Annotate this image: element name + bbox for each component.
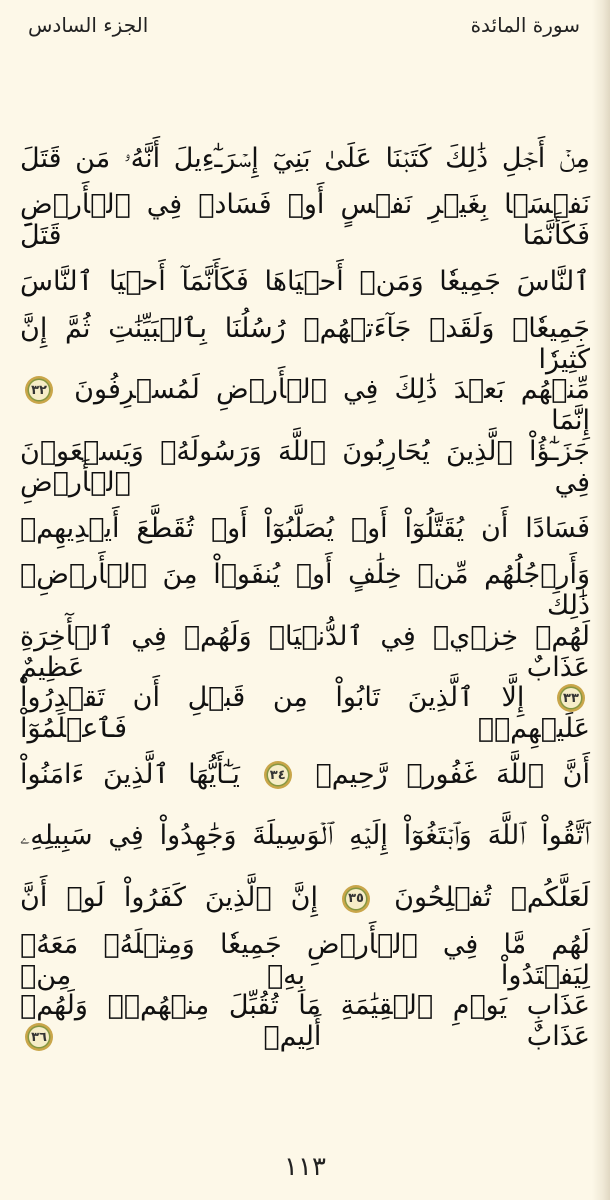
verse-text: لَهُم مَّا فِي ٱلۡأَرۡضِ جَمِيعٗا وَمِثۡلَهُۥ مَعَهُۥ لِيَفۡتَدُواْ بِهِۦ مِنۡ bbox=[20, 928, 590, 991]
ayah-number: ٣٢ bbox=[31, 382, 47, 398]
quran-line-text bbox=[20, 759, 590, 791]
verse-text: عَذَابِ يَوۡمِ ٱلۡقِيَٰمَةِ مَا تُقُبِّلَ مِنۡهُمۡۖ وَلَهُمۡ عَذَابٌ أَلِيمٞ bbox=[20, 989, 590, 1052]
quran-line-text bbox=[20, 682, 590, 745]
verse-text: وَأَرۡجُلُهُم مِّنۡ خِلَٰفٍ أَوۡ يُنفَوۡاْ مِنَ ٱلۡأَرۡضِۚ ذَٰلِكَ bbox=[20, 558, 590, 621]
juz-title: الجزء السادس bbox=[28, 13, 149, 37]
ayah-number: ٣٥ bbox=[348, 891, 364, 907]
verse-text: مِّنۡهُم بَعۡدَ ذَٰلِكَ فِي ٱلۡأَرۡضِ لَمُسۡرِفُونَ bbox=[74, 373, 590, 405]
quran-line bbox=[20, 929, 590, 991]
ayah-number: ٣٤ bbox=[269, 767, 286, 783]
verse-text: ٱتَّقُواْ ٱللَّهَ وَٱبۡتَغُوٓاْ إِلَيۡهِ ٱلۡوَسِيلَةَ وَجَٰهِدُواْ فِي سَبِيلِهِۦ bbox=[20, 820, 590, 852]
surah-title: سورة المائدة bbox=[470, 13, 580, 37]
quran-line bbox=[20, 374, 590, 436]
quran-line bbox=[20, 436, 590, 498]
quran-line-text bbox=[20, 929, 590, 991]
verse-text: فَسَادًا أَن يُقَتَّلُوٓاْ أَوۡ يُصَلَّبُوٓاْ أَوۡ تُقَطَّعَ أَيۡدِيهِمۡ bbox=[20, 512, 590, 544]
quran-line bbox=[20, 806, 590, 868]
quran-line bbox=[20, 682, 590, 744]
quran-line-text bbox=[20, 559, 590, 621]
quran-line-text bbox=[20, 882, 590, 914]
verse-text: لَعَلَّكُمۡ تُفۡلِحُونَ bbox=[394, 882, 590, 914]
ayah-marker bbox=[24, 1022, 54, 1052]
verse-text: جَمِيعٗاۚ وَلَقَدۡ جَآءَتۡهُمۡ رُسُلُنَا بِٱلۡبَيِّنَٰتِ ثُمَّ إِنَّ كَثِيرٗا bbox=[20, 312, 590, 375]
quran-line bbox=[20, 128, 590, 190]
quran-line bbox=[20, 190, 590, 252]
quran-line-text bbox=[20, 143, 590, 175]
ayah-marker bbox=[263, 760, 293, 790]
verse-text: أَنَّ ٱللَّهَ غَفُورٞ رَّحِيمٞ bbox=[315, 758, 591, 790]
ayah-number: ٣٣ bbox=[563, 690, 579, 706]
verse-text: جَزَـٰٓؤُاْ ٱلَّذِينَ يُحَارِبُونَ ٱللَّهَ وَرَسُولَهُۥ وَيَسۡعَوۡنَ فِي ٱلۡأَرۡضِ bbox=[20, 435, 590, 498]
quran-line bbox=[20, 498, 590, 560]
quran-line bbox=[20, 867, 590, 929]
quran-line bbox=[20, 744, 590, 806]
quran-line-text bbox=[20, 189, 590, 251]
ayah-marker bbox=[556, 683, 586, 713]
quran-line-text bbox=[20, 436, 590, 498]
verse-text: ٱلنَّاسَ جَمِيعٗا وَمَنۡ أَحۡيَاهَا فَكَأَنَّمَآ أَحۡيَا ٱلنَّاسَ bbox=[20, 266, 590, 298]
verse-text: إِنَّ ٱلَّذِينَ كَفَرُواْ لَوۡ أَنَّ bbox=[20, 882, 318, 914]
quran-line-text bbox=[20, 621, 590, 683]
quran-line bbox=[20, 251, 590, 313]
ayah-number: ٣٦ bbox=[31, 1029, 47, 1045]
quran-line-text bbox=[20, 313, 590, 375]
ayah-marker bbox=[341, 884, 371, 914]
quran-line bbox=[20, 621, 590, 683]
quran-line-text bbox=[20, 820, 590, 852]
verse-text: نَفۡسَۢا بِغَيۡرِ نَفۡسٍ أَوۡ فَسَادٖ فِي ٱلۡأَرۡضِ فَكَأَنَّمَا قَتَلَ bbox=[20, 189, 590, 252]
verse-text: يَـٰٓأَيُّهَا ٱلَّذِينَ ءَامَنُواْ bbox=[20, 758, 240, 790]
quran-text-block bbox=[20, 128, 590, 1052]
quran-line-text bbox=[20, 990, 590, 1053]
page-edge-shadow bbox=[592, 0, 610, 1200]
verse-text: مِنۡ أَجۡلِ ذَٰلِكَ كَتَبۡنَا عَلَىٰ بَنِيٓ إِسۡرَـٰٓءِيلَ أَنَّهُۥ مَن قَتَلَ bbox=[20, 142, 590, 174]
quran-line-text bbox=[20, 266, 590, 297]
verse-text: لَهُمۡ خِزۡيٞ فِي ٱلدُّنۡيَاۖ وَلَهُمۡ فِي ٱلۡأٓخِرَةِ عَذَابٌ عَظِيمٌ bbox=[20, 620, 590, 683]
verse-text: إِنَّمَا bbox=[551, 405, 590, 437]
ayah-marker bbox=[24, 375, 54, 405]
quran-line-text bbox=[20, 513, 590, 544]
page-number: ١١٣ bbox=[284, 1152, 326, 1182]
quran-line bbox=[20, 559, 590, 621]
quran-line bbox=[20, 313, 590, 375]
page-header bbox=[28, 10, 580, 40]
quran-line-text bbox=[20, 374, 590, 437]
verse-text: إِلَّا ٱلَّذِينَ تَابُواْ مِن قَبۡلِ أَن تَقۡدِرُواْ عَلَيۡهِمۡۖ فَٱعۡلَمُوٓاْ bbox=[20, 681, 590, 745]
quran-line bbox=[20, 990, 590, 1052]
